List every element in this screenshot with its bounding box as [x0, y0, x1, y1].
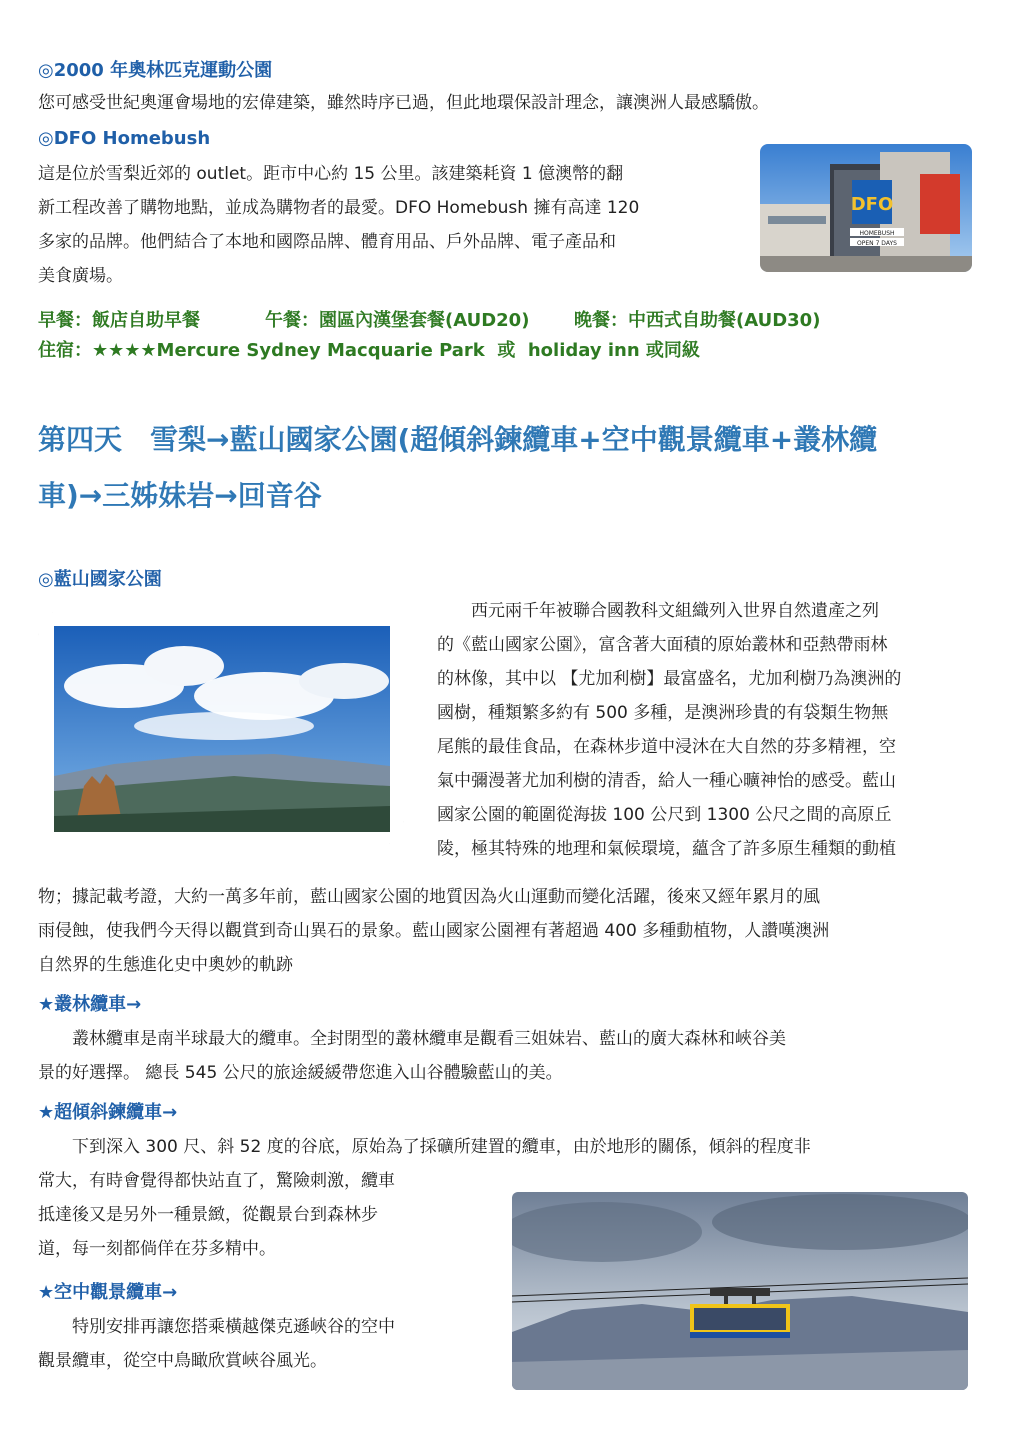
text-line: 物；據記載考證，大約一萬多年前，藍山國家公園的地質因為火山運動而變化活躍，後來又經年累月的風	[38, 887, 820, 907]
dfo-line: 新工程改善了購物地點，並成為購物者的最愛。DFO Homebush 擁有高達 120	[38, 198, 640, 218]
meal-breakfast: 早餐：飯店自助早餐	[38, 310, 200, 331]
text-line: 常大，有時會覺得都快站直了，驚險刺激，纜車	[38, 1171, 395, 1191]
text-line: 氣中彌漫著尤加利樹的清香，給人一種心曠神怡的感受。藍山	[437, 771, 896, 791]
dfo-building-photo	[760, 144, 972, 272]
day4-title-line: 第四天 雪梨→藍山國家公園(超傾斜鍊纜車+空中觀景纜車+叢林纜	[38, 423, 878, 456]
text-line: 自然界的生態進化史中奧妙的軌跡	[38, 955, 293, 975]
dfo-line: 多家的品牌。他們結合了本地和國際品牌、體育用品、戶外品牌、電子產品和	[38, 232, 616, 252]
olympic-park-heading: ◎2000 年奧林匹克運動公園	[38, 60, 273, 81]
text-line: 尾熊的最佳食品，在森林步道中浸沐在大自然的芬多精裡，空	[437, 737, 896, 757]
dfo-banner-2: OPEN 7 DAYS	[857, 240, 897, 247]
text-line: 道，每一刻都倘佯在芬多精中。	[38, 1239, 276, 1259]
text-line: 西元兩千年被聯合國教科文組織列入世界自然遺產之列	[437, 601, 879, 621]
meal-lunch: 午餐：園區內漢堡套餐(AUD20)	[265, 310, 530, 331]
text-line: 國樹，種類繁多約有 500 多種，是澳洲珍貴的有袋類生物無	[437, 703, 889, 723]
text-line: 雨侵蝕，使我們今天得以觀賞到奇山異石的景象。藍山國家公園裡有著超過 400 多種動植物，人讚嘆澳洲	[38, 921, 830, 941]
skyway-cable-car-photo	[512, 1192, 968, 1390]
jungle-cableway-heading: ★叢林纜車→	[38, 994, 142, 1015]
railway-heading: ★超傾斜鍊纜車→	[38, 1102, 178, 1123]
meal-dinner: 晚餐：中西式自助餐(AUD30)	[574, 310, 821, 331]
text-line: 國家公園的範圍從海拔 100 公尺到 1300 公尺之間的高原丘	[437, 805, 892, 825]
day4-title	[38, 412, 998, 524]
text-line: 叢林纜車是南半球最大的纜車。全封閉型的叢林纜車是觀看三姐妹岩、藍山的廣大森林和峽谷美	[38, 1029, 786, 1049]
dfo-text	[38, 157, 738, 293]
blue-mountains-full-text	[38, 880, 988, 982]
text-line: 陵，極其特殊的地理和氣候環境，蘊含了許多原生種類的動植	[437, 839, 896, 859]
dfo-sign-text: DFO	[850, 194, 894, 215]
text-line: 下到深入 300 尺、斜 52 度的谷底，原始為了採礦所建置的纜車，由於地形的關係，傾斜的程度非	[38, 1137, 811, 1157]
dfo-line: 美食廣場。	[38, 266, 123, 286]
text-line: 的林像，其中以 【尤加利樹】最富盛名，尤加利樹乃為澳洲的	[437, 669, 902, 689]
dfo-line: 這是位於雪梨近郊的 outlet。距市中心約 15 公里。該建築耗資 1 億澳幣的翻	[38, 164, 624, 184]
lodging-info: 住宿：★★★★Mercure Sydney Macquarie Park 或 holiday inn 或同級	[38, 340, 700, 361]
text-line: 抵達後又是另外一種景緻，從觀景台到森林步	[38, 1205, 378, 1225]
olympic-park-text: 您可感受世紀奧運會場地的宏偉建築，雖然時序已過，但此地環保設計理念，讓澳洲人最感驕傲。	[38, 93, 769, 113]
blue-mountains-heading: ◎藍山國家公園	[38, 569, 162, 590]
jungle-cableway-text	[38, 1022, 988, 1090]
day4-title-line: 車)→三姊妹岩→回音谷	[38, 479, 322, 512]
dfo-heading: ◎DFO Homebush	[38, 128, 211, 149]
dfo-banner-1: HOMEBUSH	[859, 230, 895, 237]
skyway-heading: ★空中觀景纜車→	[38, 1282, 178, 1303]
text-line: 觀景纜車，從空中鳥瞰欣賞峽谷風光。	[38, 1351, 327, 1371]
blue-mountains-photo	[54, 626, 390, 832]
blue-mountains-wrap-text	[437, 594, 988, 866]
text-line: 特別安排再讓您搭乘橫越傑克遜峽谷的空中	[38, 1317, 395, 1337]
blue-mountains-photo-frame	[32, 606, 410, 850]
text-line: 的《藍山國家公園》，富含著大面積的原始叢林和亞熱帶雨林	[437, 635, 888, 655]
text-line: 景的好選擇。 總長 545 公尺的旅途緩緩帶您進入山谷體驗藍山的美。	[38, 1063, 563, 1083]
skyway-text	[38, 1310, 488, 1378]
